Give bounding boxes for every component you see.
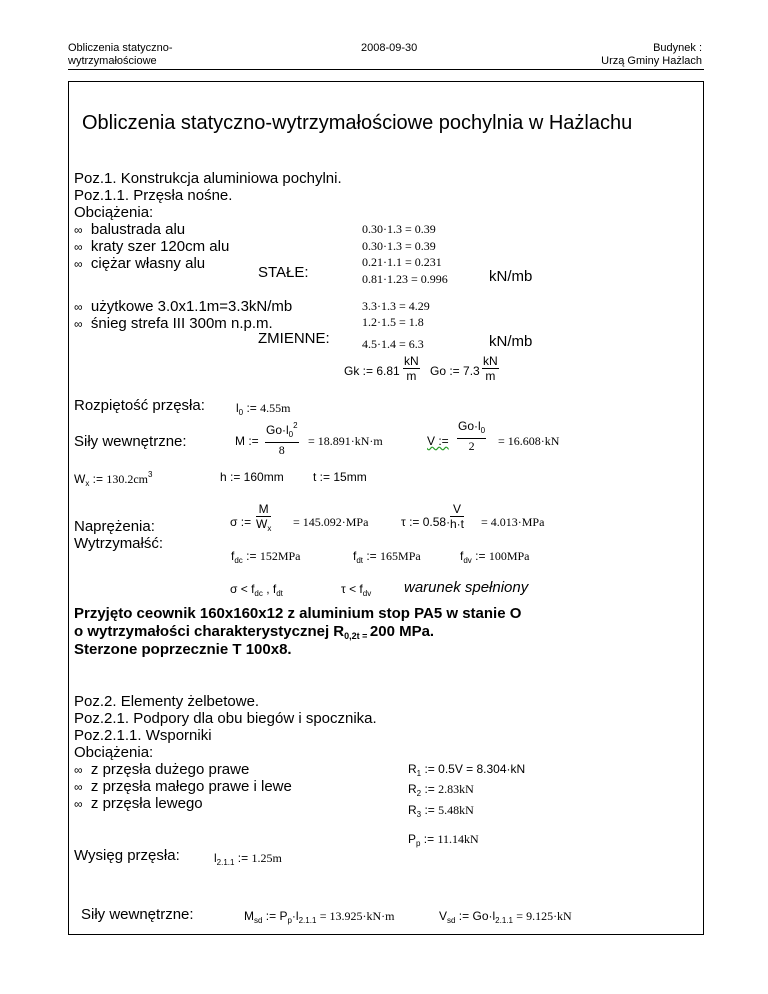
unit-zmienne: kN/mb xyxy=(489,333,533,350)
eq-stale-sum: 0.81·1.23 = 0.996 xyxy=(362,272,448,286)
eq-balustrada: 0.30·1.3 = 0.39 xyxy=(362,222,436,236)
span-label: Rozpiętość przęsła: xyxy=(74,397,205,414)
list-item: ∞ z przęsła małego prawe i lewe xyxy=(74,778,292,795)
conclusion-line2: o wytrzymałości charakterystycznej $R_{0,2t =}$ 200 MPa. xyxy=(74,623,435,641)
go-unit: $\frac{kN}{m}$ xyxy=(483,354,498,383)
load-pp: $P_p$ := 11.14kN xyxy=(408,832,479,848)
gk-definition: Gk := 6.81 xyxy=(344,364,400,378)
fdv-value: $f_{dv}$ := 100MPa xyxy=(460,549,530,565)
list-item: ∞ balustrada alu xyxy=(74,221,186,238)
sec1-line2: Poz.1.1. Przęsła nośne. xyxy=(74,187,233,204)
header-building-name: Urzą Gminy Hażlach xyxy=(601,55,702,67)
eq-ciezar: 0.21·1.1 = 0.231 xyxy=(362,255,442,269)
list-item: ∞ ciężar własny alu xyxy=(74,255,206,272)
internal-forces-label: Siły wewnętrzne: xyxy=(74,433,187,450)
header-building-label: Budynek : xyxy=(653,42,702,54)
sec2-forces-label: Siły wewnętrzne: xyxy=(81,906,194,923)
go-definition: Go := 7.3 xyxy=(430,364,480,378)
header-left xyxy=(68,42,173,68)
eq-snieg: 1.2·1.5 = 1.8 xyxy=(362,315,424,329)
header-doc-type-line1: Obliczenia statyczno- xyxy=(68,42,173,54)
reaction-r3: $R_3$ := 5.48kN xyxy=(408,803,474,819)
overhang-value: $l_{2.1.1}$ := 1.25m xyxy=(214,851,282,867)
eq-uzytkowe: 3.3·1.3 = 4.29 xyxy=(362,299,430,313)
sigma-condition: $\sigma < f_{dc}$ , $f_{dt}$ xyxy=(230,582,283,598)
header-right xyxy=(601,42,702,68)
variable-label: ZMIENNE: xyxy=(258,330,330,347)
bullet-icon: ∞ xyxy=(74,240,83,254)
reaction-r1: $R_1$ := 0.5V = 8.304·kN xyxy=(408,762,526,778)
sec1-line1: Poz.1. Konstrukcja aluminiowa pochylni. xyxy=(74,170,342,187)
shear-result: = 16.608·kN xyxy=(498,434,560,448)
moment-definition: M := xyxy=(235,434,259,448)
sec2-line3: Poz.2.1.1. Wsporniki xyxy=(74,727,212,744)
tau-condition: $\tau < f_{dv}$ xyxy=(341,582,372,598)
sigma-fraction: $\frac{M}{W_x}$ xyxy=(256,502,272,533)
thickness-value: t := 15mm xyxy=(313,470,367,484)
sec2-line4: Obciążenia: xyxy=(74,744,154,761)
sec2-line1: Poz.2. Elementy żelbetowe. xyxy=(74,693,260,710)
eq-kraty: 0.30·1.3 = 0.39 xyxy=(362,239,436,253)
permanent-label: STAŁE: xyxy=(258,264,309,281)
eq-zmienne-sum: 4.5·1.4 = 6.3 xyxy=(362,337,424,351)
list-item: ∞ śnieg strefa III 300m n.p.m. xyxy=(74,315,273,332)
tau-definition: τ := 0.58· xyxy=(401,515,451,529)
sec1-line3: Obciążenia: xyxy=(74,204,154,221)
list-item: ∞ z przęsła lewego xyxy=(74,795,203,812)
condition-met: warunek spełniony xyxy=(404,579,529,596)
tau-fraction: $\frac{V}{h\cdot t}$ xyxy=(450,502,465,531)
fdt-value: $f_{dt}$ := 165MPa xyxy=(353,549,421,565)
tau-result: = 4.013·MPa xyxy=(481,515,545,529)
bullet-icon: ∞ xyxy=(74,797,83,811)
span-value: $l_0$ := 4.55m xyxy=(236,401,291,417)
bullet-icon: ∞ xyxy=(74,257,83,271)
vsd-equation: $V_{sd}$ := $Go\cdot l_{2.1.1} = 9.125\cdot kN$ xyxy=(439,909,572,925)
bullet-icon: ∞ xyxy=(74,780,83,794)
header-divider xyxy=(68,69,704,70)
list-item: ∞ użytkowe 3.0x1.1m=3.3kN/mb xyxy=(74,298,293,315)
stress-label: Naprężenia: xyxy=(74,518,155,535)
header-date: 2008-09-30 xyxy=(361,42,418,54)
bullet-icon: ∞ xyxy=(74,223,83,237)
shear-fraction: $\frac{Go\cdot l_0}{2}$ xyxy=(458,419,486,453)
bullet-icon: ∞ xyxy=(74,763,83,777)
conclusion-line3: Sterzone poprzecznie T 100x8. xyxy=(74,641,292,658)
moment-result: = 18.891·kN·m xyxy=(308,434,383,448)
list-item: ∞ z przęsła dużego prawe xyxy=(74,761,250,778)
list-item: ∞ kraty szer 120cm alu xyxy=(74,238,230,255)
fdc-value: $f_{dc}$ := 152MPa xyxy=(231,549,301,565)
sec2-line2: Poz.2.1. Podpory dla obu biegów i spocznika. xyxy=(74,710,377,727)
moment-fraction: $\frac{Go\cdot l_0^2}{8}$ xyxy=(266,421,298,457)
conclusion-line1: Przyjęto ceownik 160x160x12 z aluminium stop PA5 w stanie O xyxy=(74,605,522,622)
page-title: Obliczenia statyczno-wytrzymałościowe pochylnia w Hażlachu xyxy=(82,112,633,134)
shear-definition: V := xyxy=(427,434,449,448)
section-modulus: $W_x$ := $130.2cm^3$ xyxy=(74,470,153,488)
bullet-icon: ∞ xyxy=(74,317,83,331)
sigma-result: = 145.092·MPa xyxy=(293,515,369,529)
header-doc-type-line2: wytrzymałościowe xyxy=(68,55,157,67)
msd-equation: $M_{sd}$ := $P_p\cdot l_{2.1.1} = 13.925\cdot kN\cdot m$ xyxy=(244,909,395,925)
reaction-r2: $R_2$ := 2.83kN xyxy=(408,782,474,798)
bullet-icon: ∞ xyxy=(74,300,83,314)
sigma-definition: σ := xyxy=(230,515,252,529)
gk-unit: $\frac{kN}{m}$ xyxy=(404,354,419,383)
strength-label: Wytrzymałść: xyxy=(74,535,164,552)
height-value: h := 160mm xyxy=(220,470,284,484)
overhang-label: Wysięg przęsła: xyxy=(74,847,180,864)
unit-stale: kN/mb xyxy=(489,268,533,285)
